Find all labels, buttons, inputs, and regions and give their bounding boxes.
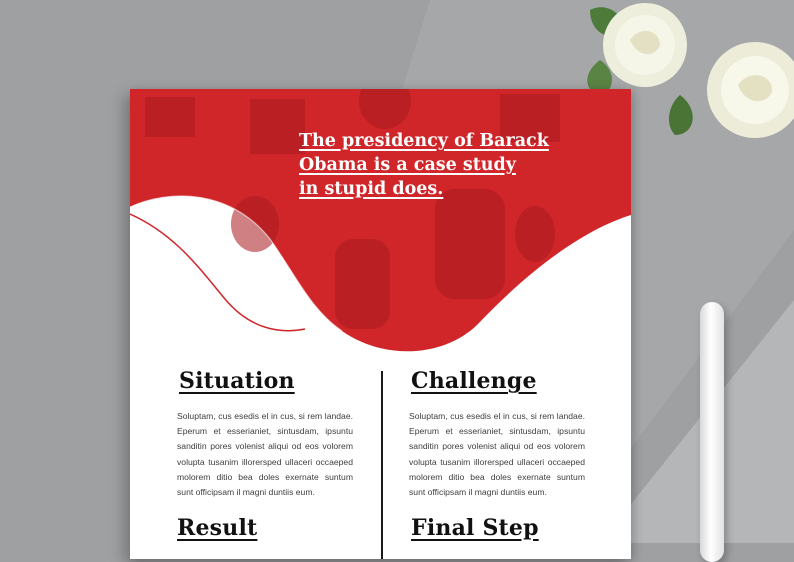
brochure-page: [130, 89, 631, 559]
challenge-body: Soluptam, cus esedis el in cus, si rem landae. Eperum et esserianiet, sintusdam, ipsuntu sanditin pores volenist aliqui od eos volorem volupta tusanim illorersped ullaceri occaeped molorem ditio bea doles exernate suntum sunt officipsam il magni duntiis eum.: [409, 411, 585, 498]
result-heading: Result: [177, 515, 258, 541]
column-divider: [381, 371, 383, 559]
headline-line: Obama is a case study: [299, 155, 516, 175]
final-step-heading: Final Step: [411, 515, 539, 541]
challenge-heading: Challenge: [411, 368, 537, 394]
headline-line: in stupid does.: [299, 179, 444, 199]
situation-heading: Situation: [179, 368, 295, 394]
situation-body: Soluptam, cus esedis el in cus, si rem landae. Eperum et esserianiet, sintusdam, ipsuntu sanditin pores volenist aliqui od eos volorem volupta tusanim illorersped ullaceri occaeped molorem ditio bea doles exernate suntum sunt officipsam il magni duntiis eum.: [177, 411, 353, 498]
headline-line: The presidency of Barack: [299, 131, 549, 151]
stylus-pen: [700, 302, 724, 562]
headline: [299, 129, 559, 201]
